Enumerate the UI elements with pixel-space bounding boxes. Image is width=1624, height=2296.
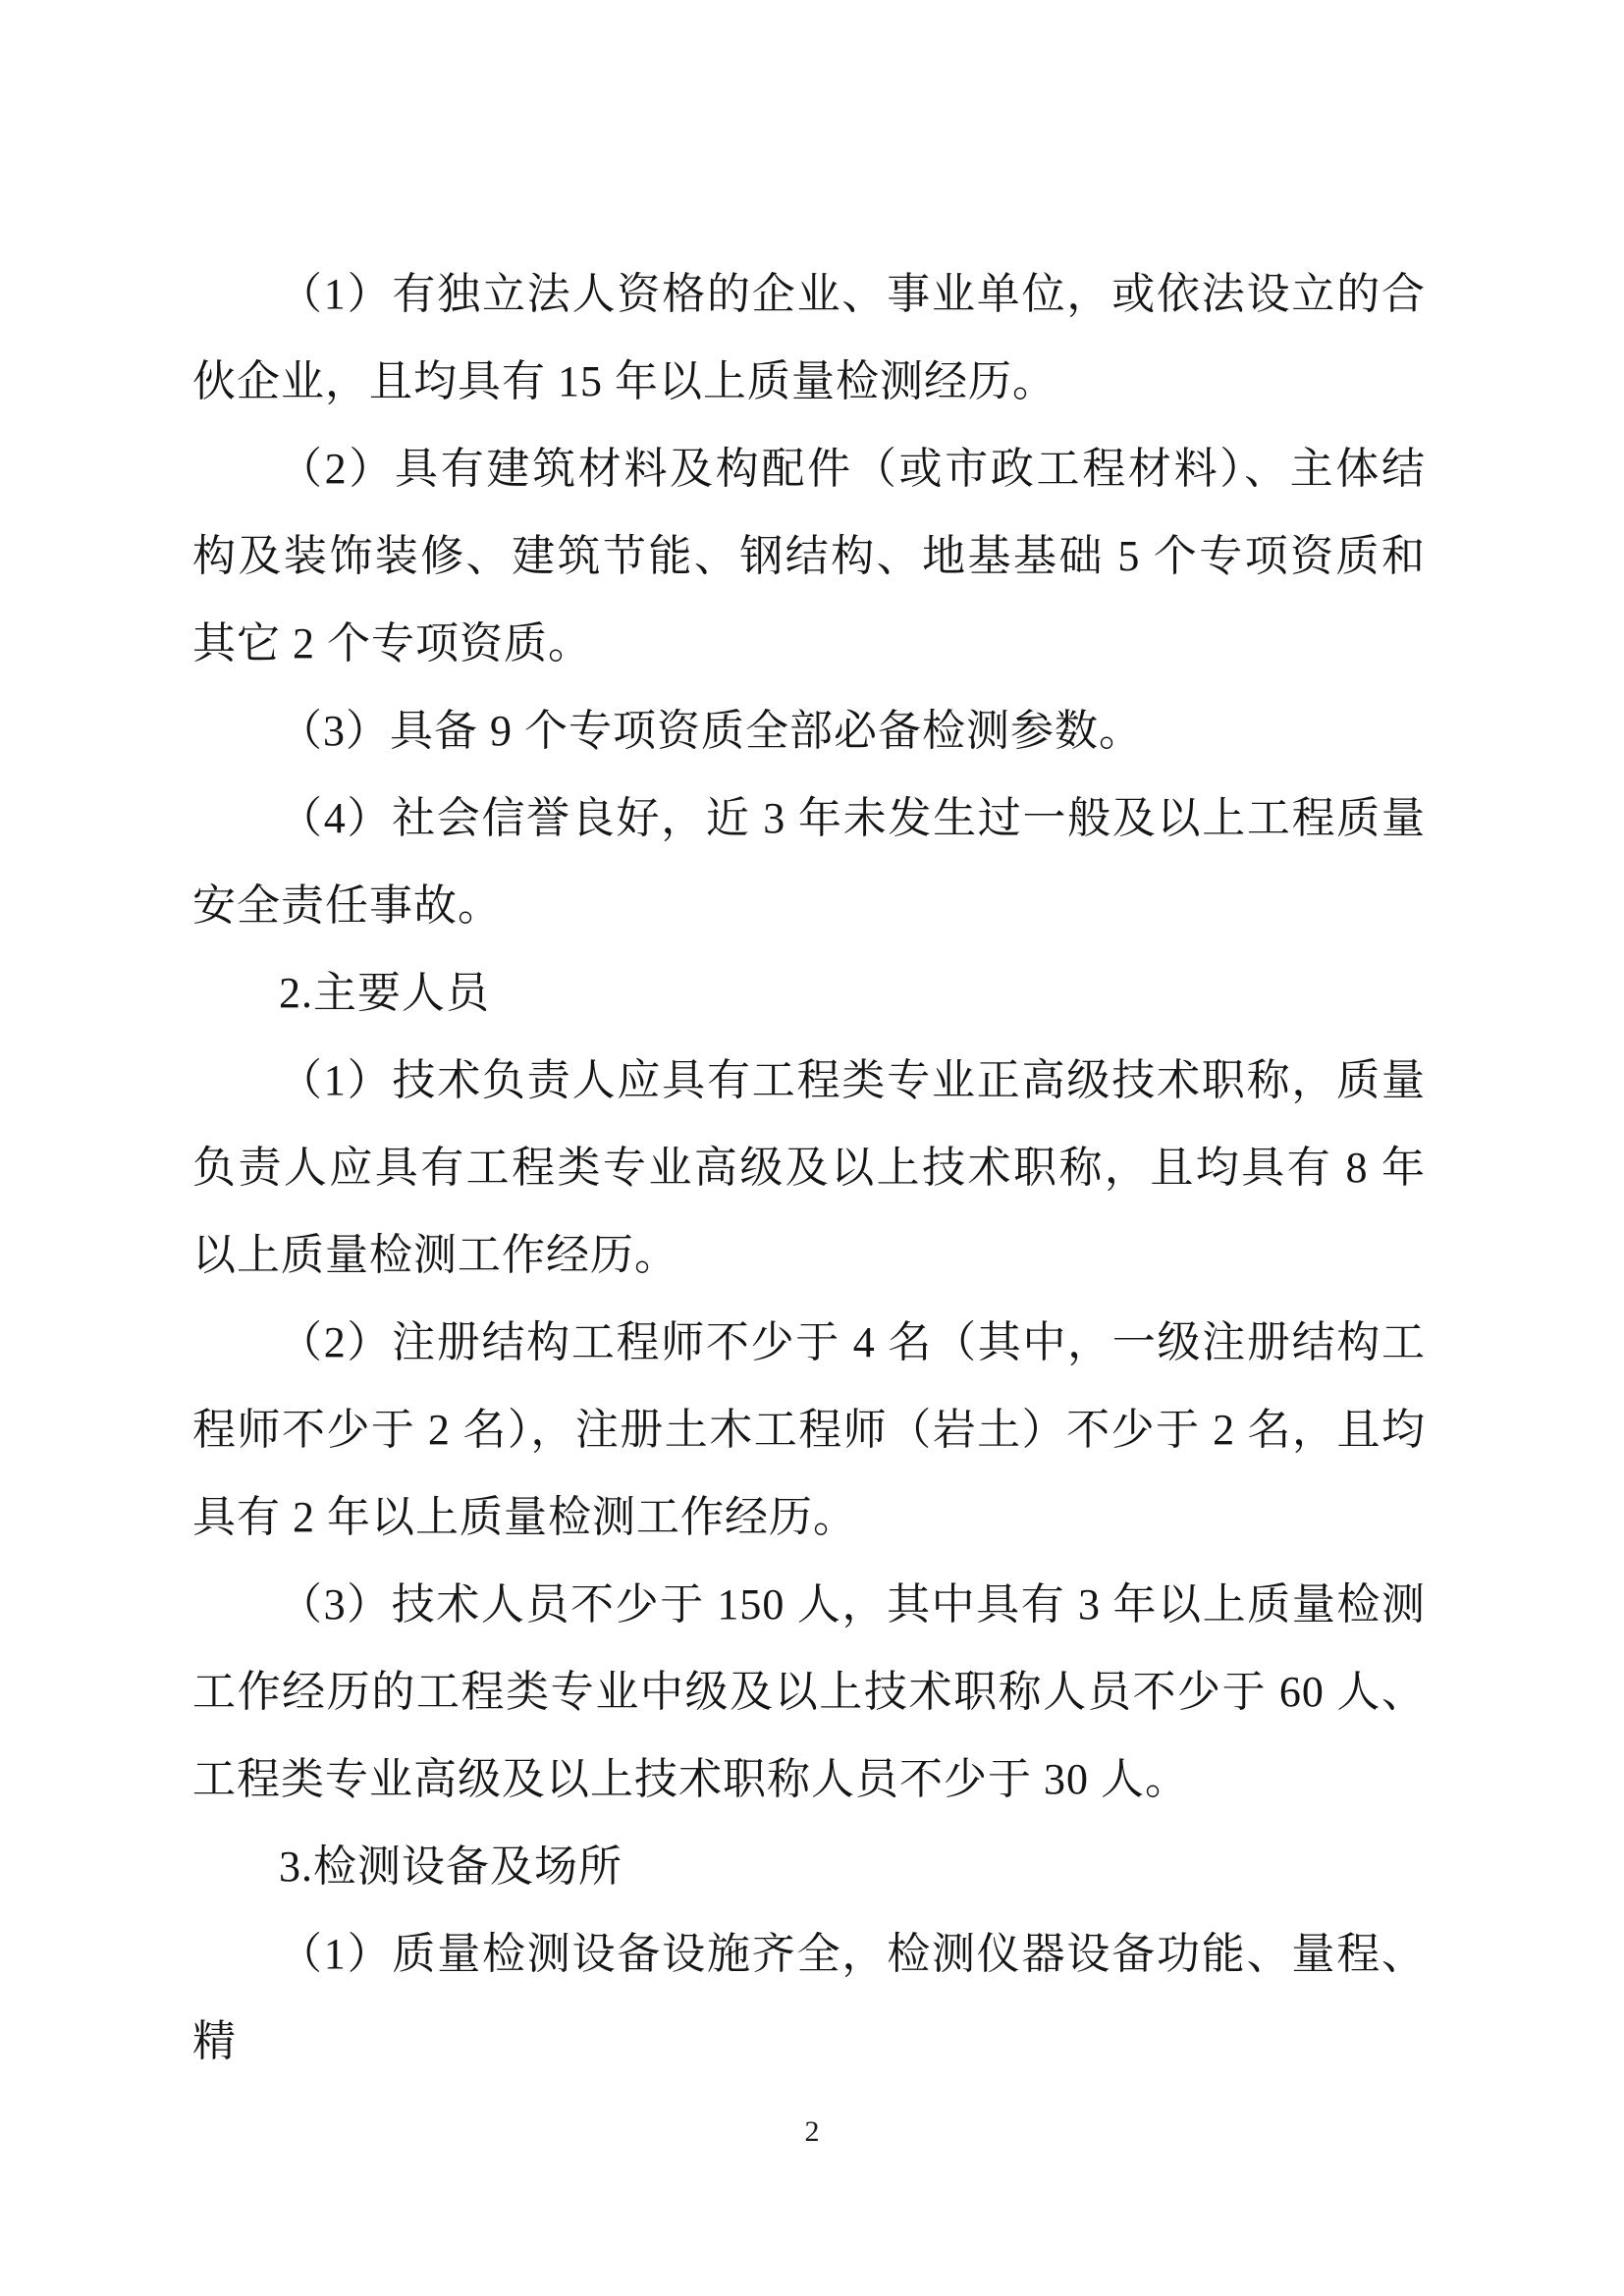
- paragraph-1-1: （1）有独立法人资格的企业、事业单位，或依法设立的合伙企业，且均具有 15 年以上质量检测经历。: [192, 270, 1426, 405]
- page-number: 2: [804, 2115, 820, 2148]
- document-body: [192, 250, 1426, 2085]
- paragraph-2-2: （2）注册结构工程师不少于 4 名（其中，一级注册结构工程师不少于 2 名），注册土木工程师（岩土）不少于 2 名，且均具有 2 年以上质量检测工作经历。: [192, 1318, 1426, 1541]
- section-heading-2: 2.主要人员: [279, 969, 490, 1017]
- paragraph-1-4: （4）社会信誉良好，近 3 年未发生过一般及以上工程质量安全责任事故。: [192, 794, 1426, 930]
- paragraph-2-3: （3）技术人员不少于 150 人，其中具有 3 年以上质量检测工作经历的工程类专业中级及以上技术职称人员不少于 60 人、工程类专业高级及以上技术职称人员不少于 30 人。: [192, 1580, 1426, 1803]
- paragraph-1-3: （3）具备 9 个专项资质全部必备检测参数。: [279, 707, 1143, 755]
- paragraph-2-1: （1）技术负责人应具有工程类专业正高级技术职称，质量负责人应具有工程类专业高级及以上技术职称，且均具有 8 年以上质量检测工作经历。: [192, 1056, 1426, 1279]
- page-footer: [0, 2112, 1624, 2152]
- paragraph-1-2: （2）具有建筑材料及构配件（或市政工程材料）、主体结构及装饰装修、建筑节能、钢结构、地基基础 5 个专项资质和其它 2 个专项资质。: [192, 445, 1426, 667]
- paragraph-3-1: （1）质量检测设备设施齐全，检测仪器设备功能、量程、精: [192, 1930, 1426, 2065]
- section-heading-3: 3.检测设备及场所: [279, 1842, 623, 1891]
